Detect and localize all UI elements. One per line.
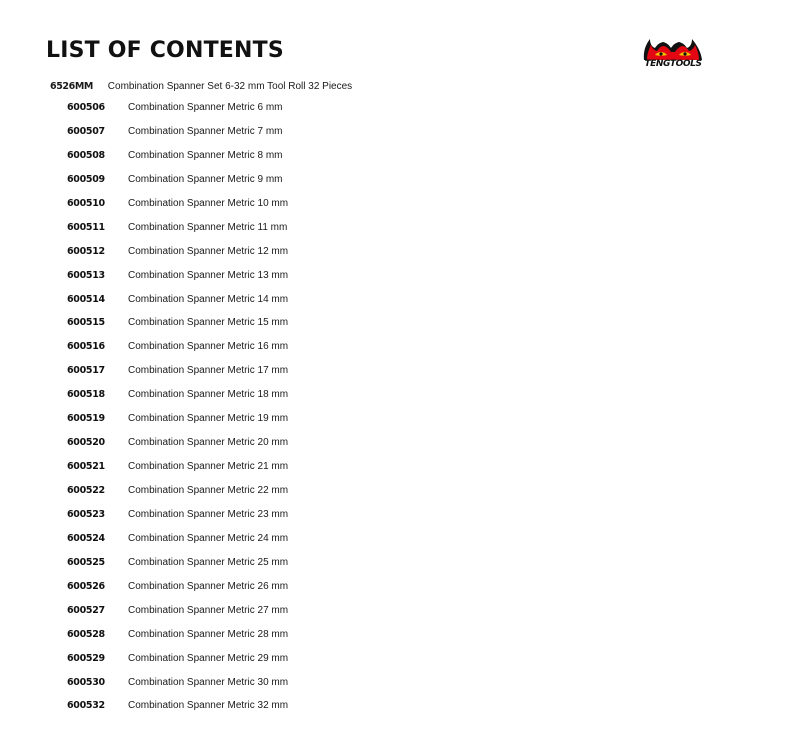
item-code: 600526 bbox=[67, 580, 105, 592]
item-description: Combination Spanner Metric 26 mm bbox=[128, 580, 289, 592]
item-description: Combination Spanner Metric 24 mm bbox=[128, 532, 289, 544]
list-item bbox=[67, 243, 467, 267]
item-description: Combination Spanner Metric 32 mm bbox=[128, 700, 289, 712]
tengtools-logo bbox=[641, 33, 705, 73]
list-item bbox=[67, 99, 467, 123]
item-description: Combination Spanner Metric 7 mm bbox=[128, 125, 283, 137]
item-description: Combination Spanner Metric 21 mm bbox=[128, 461, 289, 473]
item-description: Combination Spanner Metric 25 mm bbox=[128, 556, 289, 568]
list-item bbox=[67, 362, 467, 386]
item-description: Combination Spanner Metric 19 mm bbox=[128, 413, 289, 425]
item-description: Combination Spanner Metric 22 mm bbox=[128, 485, 289, 496]
list-item bbox=[67, 410, 467, 434]
list-item bbox=[67, 195, 467, 219]
item-code: 600529 bbox=[67, 652, 105, 664]
set-description: Combination Spanner Set 6-32 mm Tool Roll 32 Pieces bbox=[107, 81, 353, 92]
item-code: 600513 bbox=[67, 269, 105, 281]
page-title: LIST OF CONTENTS bbox=[46, 38, 284, 63]
item-description: Combination Spanner Metric 6 mm bbox=[128, 102, 283, 113]
item-description: Combination Spanner Metric 8 mm bbox=[128, 149, 283, 161]
list-item bbox=[67, 171, 467, 195]
list-item bbox=[67, 267, 467, 291]
list-item bbox=[67, 578, 467, 602]
logo-text: TENGTOOLS bbox=[644, 59, 702, 69]
list-item bbox=[67, 219, 467, 243]
item-description: Combination Spanner Metric 10 mm bbox=[128, 197, 289, 209]
item-description: Combination Spanner Metric 29 mm bbox=[128, 652, 289, 664]
set-code: 6526MM bbox=[50, 81, 93, 92]
list-item bbox=[67, 674, 467, 698]
list-item bbox=[67, 458, 467, 482]
list-item bbox=[67, 434, 467, 458]
item-code: 600532 bbox=[67, 700, 105, 712]
list-item bbox=[67, 482, 467, 506]
list-item bbox=[67, 506, 467, 530]
list-item bbox=[67, 530, 467, 554]
list-item bbox=[67, 386, 467, 410]
contents-list bbox=[67, 99, 467, 721]
item-description: Combination Spanner Metric 17 mm bbox=[128, 365, 289, 377]
list-item bbox=[67, 626, 467, 650]
item-code: 600507 bbox=[67, 125, 105, 137]
item-description: Combination Spanner Metric 27 mm bbox=[128, 604, 289, 616]
list-item bbox=[67, 123, 467, 147]
item-code: 600521 bbox=[67, 461, 105, 473]
item-description: Combination Spanner Metric 9 mm bbox=[128, 173, 283, 185]
item-code: 600528 bbox=[67, 628, 105, 640]
item-code: 600519 bbox=[67, 413, 105, 425]
item-description: Combination Spanner Metric 14 mm bbox=[128, 293, 289, 305]
item-description: Combination Spanner Metric 20 mm bbox=[128, 437, 289, 449]
item-description: Combination Spanner Metric 11 mm bbox=[128, 221, 288, 233]
item-code: 600508 bbox=[67, 149, 105, 161]
list-item bbox=[67, 314, 467, 338]
list-item bbox=[67, 338, 467, 362]
item-code: 600520 bbox=[67, 437, 105, 449]
item-description: Combination Spanner Metric 16 mm bbox=[128, 341, 289, 353]
item-code: 600516 bbox=[67, 341, 105, 353]
item-code: 600525 bbox=[67, 556, 105, 568]
item-description: Combination Spanner Metric 30 mm bbox=[128, 676, 289, 688]
item-description: Combination Spanner Metric 18 mm bbox=[128, 389, 289, 401]
item-code: 600511 bbox=[67, 221, 105, 233]
item-code: 600512 bbox=[67, 245, 105, 257]
item-code: 600515 bbox=[67, 317, 105, 329]
item-description: Combination Spanner Metric 13 mm bbox=[128, 269, 289, 281]
item-code: 600510 bbox=[67, 197, 105, 209]
list-item bbox=[67, 291, 467, 315]
item-description: Combination Spanner Metric 15 mm bbox=[128, 317, 289, 329]
list-item bbox=[67, 554, 467, 578]
item-description: Combination Spanner Metric 23 mm bbox=[128, 508, 289, 520]
item-code: 600530 bbox=[67, 676, 105, 688]
list-item bbox=[67, 697, 467, 721]
item-code: 600522 bbox=[67, 485, 105, 496]
item-code: 600527 bbox=[67, 604, 105, 616]
item-code: 600514 bbox=[67, 293, 105, 305]
list-item bbox=[67, 650, 467, 674]
set-header-row bbox=[50, 79, 352, 95]
list-item bbox=[67, 602, 467, 626]
item-code: 600509 bbox=[67, 173, 105, 185]
item-code: 600523 bbox=[67, 508, 105, 520]
item-code: 600518 bbox=[67, 389, 105, 401]
item-code: 600506 bbox=[67, 102, 105, 113]
item-code: 600524 bbox=[67, 532, 105, 544]
item-code: 600517 bbox=[67, 365, 105, 377]
item-description: Combination Spanner Metric 12 mm bbox=[128, 245, 289, 257]
list-item bbox=[67, 147, 467, 171]
item-description: Combination Spanner Metric 28 mm bbox=[128, 628, 289, 640]
